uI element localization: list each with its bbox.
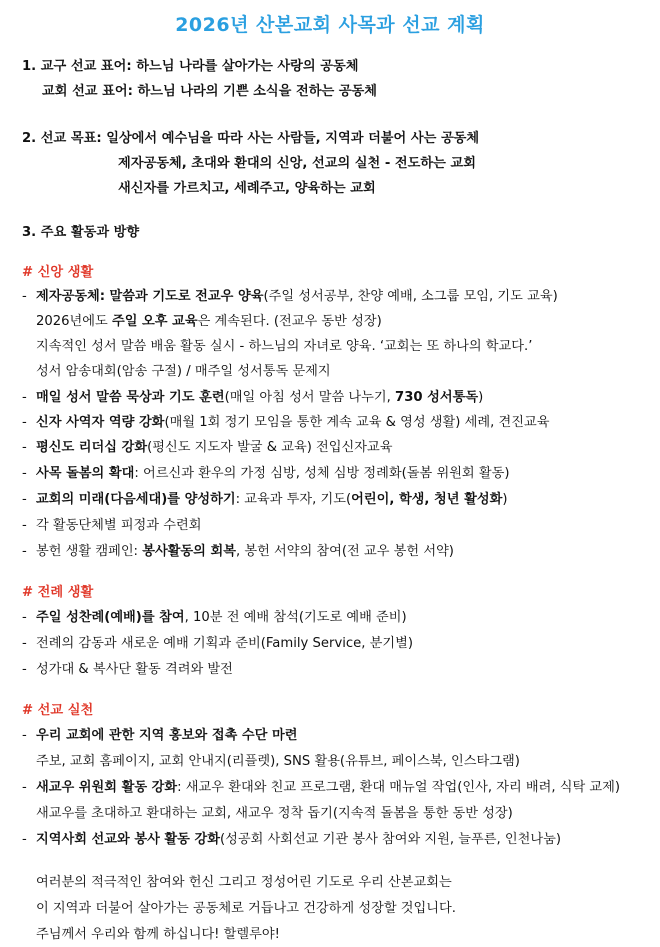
liturgy-item-3-text: 성가대 & 복사단 활동 격려와 발전 (36, 662, 233, 677)
bullet: - (22, 466, 27, 481)
faith-item-2-mid: (매일 아침 성서 말씀 나누기, (224, 390, 396, 405)
faith-item-6-bold: 교회의 미래(다음세대)를 양성하기 (36, 492, 236, 507)
faith-item-4-rest: (평신도 지도자 발굴 & 교육) 전입신자교육 (147, 440, 393, 455)
faith-item-4 (22, 439, 392, 457)
faith-item-6-bold2: 어린이, 학생, 청년 활성화 (351, 492, 503, 507)
bullet: - (22, 832, 27, 847)
faith-item-7 (22, 517, 201, 535)
faith-item-5-bold: 사목 돌봄의 확대 (36, 466, 135, 481)
mission-item-3-bold: 지역사회 선교와 봉사 활동 강화 (36, 832, 220, 847)
section1-line2-text: 하느님 나라의 기쁜 소식을 전하는 공동체 (137, 84, 378, 99)
bullet: - (22, 518, 27, 533)
faith-item-8-post: , 봉헌 서약의 참여(전 교우 봉헌 서약) (235, 544, 454, 559)
faith-item-3-rest: (매월 1회 정기 모임을 통한 계속 교육 & 영성 생활) 세례, 견진교육 (164, 415, 550, 430)
faith-item-2-bold: 매일 성서 말씀 묵상과 기도 훈련 (36, 390, 225, 405)
faith-item-8 (22, 543, 454, 561)
faith-item-1 (22, 288, 558, 306)
faith-item-6-end: ) (502, 492, 508, 507)
mission-item-1-line2: 주보, 교회 홈페이지, 교회 안내지(리플렛), SNS 활용(유튜브, 페이스북, 인스타그램) (36, 754, 520, 769)
faith-item-3 (22, 414, 549, 432)
faith-item-2 (22, 389, 483, 407)
faith-item-3-bold: 신자 사역자 역량 강화 (36, 415, 165, 430)
section3-heading: 3. 주요 활동과 방향 (22, 225, 140, 240)
mission-item-2-bold: 새교우 위원회 활동 강화 (36, 780, 178, 795)
mission-item-2 (22, 779, 620, 797)
faith-item-7-text: 각 활동단체별 피정과 수련회 (36, 518, 202, 533)
closing-line-3: 주님께서 우리와 함께 하십니다! 할렐루야! (36, 927, 280, 942)
faith-item-5-rest: : 어르신과 환우의 가정 심방, 성체 심방 정례화(돌봄 위원회 활동) (134, 466, 510, 481)
mission-heading: # 선교 실천 (22, 703, 94, 718)
faith-item-1-rest: (주일 성서공부, 찬양 예배, 소그룹 모임, 기도 교육) (263, 289, 558, 304)
mission-item-3-rest: (성공회 사회선교 기관 봉사 참여와 지원, 늘푸른, 인천나눔) (219, 832, 561, 847)
document-title: 2026년 산본교회 사목과 선교 계획 (175, 14, 485, 36)
section2-goal-2: 제자공동체, 초대와 환대의 신앙, 선교의 실천 - 전도하는 교회 (118, 156, 476, 171)
faith-item-2-bold2: 730 성서통독 (395, 390, 479, 405)
closing-line-1: 여러분의 적극적인 참여와 헌신 그리고 정성어린 기도로 우리 산본교회는 (36, 875, 452, 890)
mission-item-2-rest: : 새교우 환대와 친교 프로그램, 환대 매뉴얼 작업(인사, 자리 배려, 식탁 교제) (177, 780, 621, 795)
faith-item-1-line2-pre: 2026년에도 (36, 314, 112, 329)
liturgy-item-2-text: 전례의 감동과 새로운 예배 기획과 준비(Family Service, 분기별) (36, 636, 414, 651)
faith-item-6 (22, 491, 507, 509)
section2-goal-3: 새신자를 가르치고, 세례주고, 양육하는 교회 (118, 181, 376, 196)
bullet: - (22, 289, 27, 304)
faith-item-8-bold: 봉사활동의 회복 (142, 544, 236, 559)
closing-line-2: 이 지역과 더불어 살아가는 공동체로 거듭나고 건강하게 성장할 것입니다. (36, 901, 456, 916)
bullet: - (22, 390, 27, 405)
faith-item-6-mid: : 교육과 투자, 기도( (235, 492, 352, 507)
mission-item-1-bold: 우리 교회에 관한 지역 홍보와 접촉 수단 마련 (36, 728, 298, 743)
bullet: - (22, 440, 27, 455)
mission-item-3 (22, 831, 561, 849)
faith-heading: # 신앙 생활 (22, 265, 94, 280)
bullet: - (22, 780, 27, 795)
section1-line2 (42, 83, 377, 101)
bullet: - (22, 662, 27, 677)
mission-item-1 (22, 727, 297, 745)
section2-line1 (22, 130, 479, 148)
faith-item-1-line2-post: 은 계속된다. (전교우 동반 성장) (197, 314, 382, 329)
bullet: - (22, 492, 27, 507)
bullet: - (22, 544, 27, 559)
faith-item-1-bold: 제자공동체: 말씀과 기도로 전교우 양육 (36, 289, 264, 304)
bullet: - (22, 728, 27, 743)
section2-goal-1: 일상에서 예수님을 따라 사는 사람들, 지역과 더불어 사는 공동체 (106, 131, 480, 146)
faith-item-4-bold: 평신도 리더십 강화 (36, 440, 148, 455)
bullet: - (22, 415, 27, 430)
section1-line1-text: 하느님 나라를 살아가는 사랑의 공동체 (136, 59, 359, 74)
faith-item-1-line2-bold: 주일 오후 교육 (111, 314, 198, 329)
liturgy-item-1 (22, 609, 407, 627)
bullet: - (22, 636, 27, 651)
section1-line1 (22, 58, 358, 76)
section1-line2-prefix: 교회 선교 표어: (42, 84, 138, 99)
liturgy-item-1-bold: 주일 성찬례(예배)를 참여 (36, 610, 185, 625)
bullet: - (22, 610, 27, 625)
faith-item-5 (22, 465, 510, 483)
faith-item-1-line4: 성서 암송대회(암송 구절) / 매주일 성서통독 문제지 (36, 364, 331, 379)
liturgy-heading: # 전례 생활 (22, 585, 94, 600)
liturgy-item-2 (22, 635, 413, 653)
section2-prefix: 2. 선교 목표: (22, 131, 107, 146)
liturgy-item-3 (22, 661, 233, 679)
liturgy-item-1-rest: , 10분 전 예배 참석(기도로 예배 준비) (184, 610, 407, 625)
faith-item-1-line2 (36, 313, 382, 331)
section1-line1-prefix: 1. 교구 선교 표어: (22, 59, 137, 74)
faith-item-8-pre: 봉헌 생활 캠페인: (36, 544, 143, 559)
faith-item-2-end: ) (478, 390, 484, 405)
mission-item-2-line2: 새교우를 초대하고 환대하는 교회, 새교우 정착 돕기(지속적 돌봄을 통한 동반 성장) (36, 806, 513, 821)
faith-item-1-line3: 지속적인 성서 말씀 배움 활동 실시 - 하느님의 자녀로 양육. ‘교회는 또 하나의 학교다.’ (36, 339, 533, 354)
